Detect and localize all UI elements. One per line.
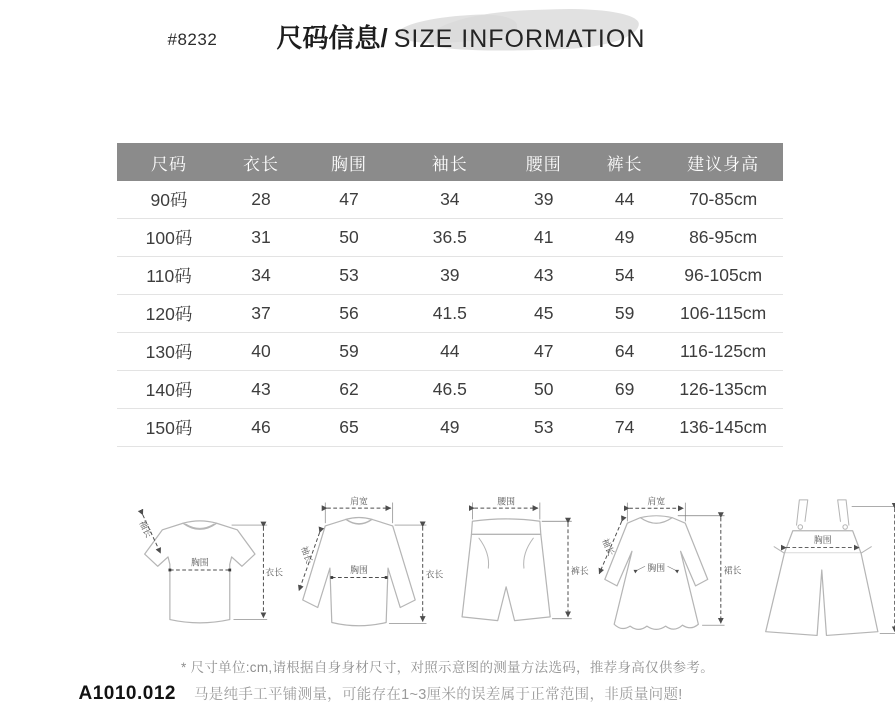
cell-pants-length: 69 bbox=[585, 371, 663, 409]
header bbox=[73, 0, 823, 70]
product-sku: #8232 bbox=[167, 30, 218, 49]
cell-sleeve-length: 36.5 bbox=[398, 219, 502, 257]
cell-pants-length: 49 bbox=[585, 219, 663, 257]
cell-clothes-length: 34 bbox=[222, 257, 301, 295]
table-row bbox=[117, 333, 783, 371]
cell-size: 140码 bbox=[117, 371, 222, 409]
cell-waist: 45 bbox=[502, 295, 586, 333]
cell-clothes-length: 46 bbox=[222, 409, 301, 447]
table-row bbox=[117, 295, 783, 333]
table-row bbox=[117, 219, 783, 257]
diagram-long-sleeve-top bbox=[284, 495, 448, 645]
cell-suggested-height: 70-85cm bbox=[664, 181, 783, 219]
column-header-clothes-length: 衣长 bbox=[222, 143, 301, 181]
label-clothes-length: 衣长 bbox=[264, 567, 283, 578]
cell-chest: 53 bbox=[300, 257, 397, 295]
cell-size: 150码 bbox=[117, 409, 222, 447]
cell-suggested-height: 136-145cm bbox=[664, 409, 783, 447]
title-chinese: 尺码信息/ bbox=[276, 23, 388, 53]
cell-chest: 56 bbox=[300, 295, 397, 333]
label-chest: 胸围 bbox=[190, 557, 209, 568]
cell-suggested-height: 86-95cm bbox=[664, 219, 783, 257]
label-shoulder-width: 肩宽 bbox=[349, 496, 368, 507]
cell-chest: 47 bbox=[300, 181, 397, 219]
cell-pants-length: 64 bbox=[585, 333, 663, 371]
diagram-shorts bbox=[448, 495, 589, 645]
column-header-chest: 胸围 bbox=[300, 143, 397, 181]
cell-clothes-length: 28 bbox=[222, 181, 301, 219]
label-chest: 胸围 bbox=[813, 534, 832, 545]
size-table-body bbox=[117, 181, 783, 447]
diagram-short-sleeve-tee bbox=[125, 495, 284, 645]
cell-waist: 39 bbox=[502, 181, 586, 219]
note-measurement-unit: * 尺寸单位:cm,请根据自身身材尺寸，对照示意图的测量方法选码，推荐身高仅供参考。 bbox=[180, 660, 715, 675]
cell-sleeve-length: 44 bbox=[398, 333, 502, 371]
cell-waist: 43 bbox=[502, 257, 586, 295]
cell-size: 90码 bbox=[117, 181, 222, 219]
label-skirt-length: 裙长 bbox=[723, 565, 742, 576]
cell-suggested-height: 106-115cm bbox=[664, 295, 783, 333]
cell-suggested-height: 96-105cm bbox=[664, 257, 783, 295]
size-table-head-row bbox=[117, 143, 783, 181]
cell-pants-length: 74 bbox=[585, 409, 663, 447]
cell-suggested-height: 116-125cm bbox=[664, 333, 783, 371]
column-header-suggested-height: 建议身高 bbox=[664, 143, 783, 181]
label-clothes-length: 衣长 bbox=[425, 569, 443, 580]
table-row bbox=[117, 181, 783, 219]
label-sleeve-length: 袖长 bbox=[600, 536, 617, 558]
cell-chest: 50 bbox=[300, 219, 397, 257]
title-english: SIZE INFORMATION bbox=[393, 25, 646, 53]
cell-size: 120码 bbox=[117, 295, 222, 333]
label-chest: 胸围 bbox=[349, 564, 368, 575]
cell-chest: 65 bbox=[300, 409, 397, 447]
label-waist: 腰围 bbox=[496, 496, 515, 507]
size-table-wrap bbox=[117, 143, 783, 447]
cell-size: 130码 bbox=[117, 333, 222, 371]
cell-sleeve-length: 46.5 bbox=[398, 371, 502, 409]
cell-sleeve-length: 39 bbox=[398, 257, 502, 295]
cell-pants-length: 44 bbox=[585, 181, 663, 219]
cell-size: 100码 bbox=[117, 219, 222, 257]
cell-suggested-height: 126-135cm bbox=[664, 371, 783, 409]
label-sleeve-length: 袖长 bbox=[136, 518, 154, 540]
cell-clothes-length: 37 bbox=[222, 295, 301, 333]
size-table bbox=[117, 143, 783, 447]
page-title bbox=[277, 18, 646, 55]
label-pants-length: 裤长 bbox=[570, 565, 589, 576]
cell-clothes-length: 43 bbox=[222, 371, 301, 409]
column-header-pants-length: 裤长 bbox=[585, 143, 663, 181]
cell-sleeve-length: 49 bbox=[398, 409, 502, 447]
note-tolerance: 马是纯手工平铺测量，可能存在1~3厘米的误差属于正常范围，非质量问题! bbox=[193, 687, 683, 703]
cell-waist: 50 bbox=[502, 371, 586, 409]
size-info-page bbox=[73, 0, 832, 704]
diagram-overalls bbox=[747, 495, 895, 645]
label-sleeve-length: 袖长 bbox=[298, 544, 314, 565]
column-header-waist: 腰围 bbox=[502, 143, 586, 181]
measurement-diagrams bbox=[125, 493, 832, 645]
label-chest: 胸围 bbox=[647, 562, 666, 573]
diagram-dress bbox=[588, 495, 747, 645]
cell-pants-length: 54 bbox=[585, 257, 663, 295]
table-row bbox=[117, 371, 783, 409]
cell-clothes-length: 31 bbox=[222, 219, 301, 257]
bottom-row bbox=[79, 683, 823, 705]
cell-waist: 47 bbox=[502, 333, 586, 371]
cell-chest: 59 bbox=[300, 333, 397, 371]
table-row bbox=[117, 257, 783, 295]
table-row bbox=[117, 409, 783, 447]
cell-waist: 41 bbox=[502, 219, 586, 257]
cell-waist: 53 bbox=[502, 409, 586, 447]
cell-clothes-length: 40 bbox=[222, 333, 301, 371]
watermark-code: A1010.012 bbox=[78, 683, 176, 704]
column-header-sleeve-length: 袖长 bbox=[398, 143, 502, 181]
cell-chest: 62 bbox=[300, 371, 397, 409]
cell-sleeve-length: 41.5 bbox=[398, 295, 502, 333]
column-header-size: 尺码 bbox=[117, 143, 222, 181]
label-shoulder-width: 肩宽 bbox=[647, 496, 666, 507]
cell-size: 110码 bbox=[117, 257, 222, 295]
cell-pants-length: 59 bbox=[585, 295, 663, 333]
cell-sleeve-length: 34 bbox=[398, 181, 502, 219]
